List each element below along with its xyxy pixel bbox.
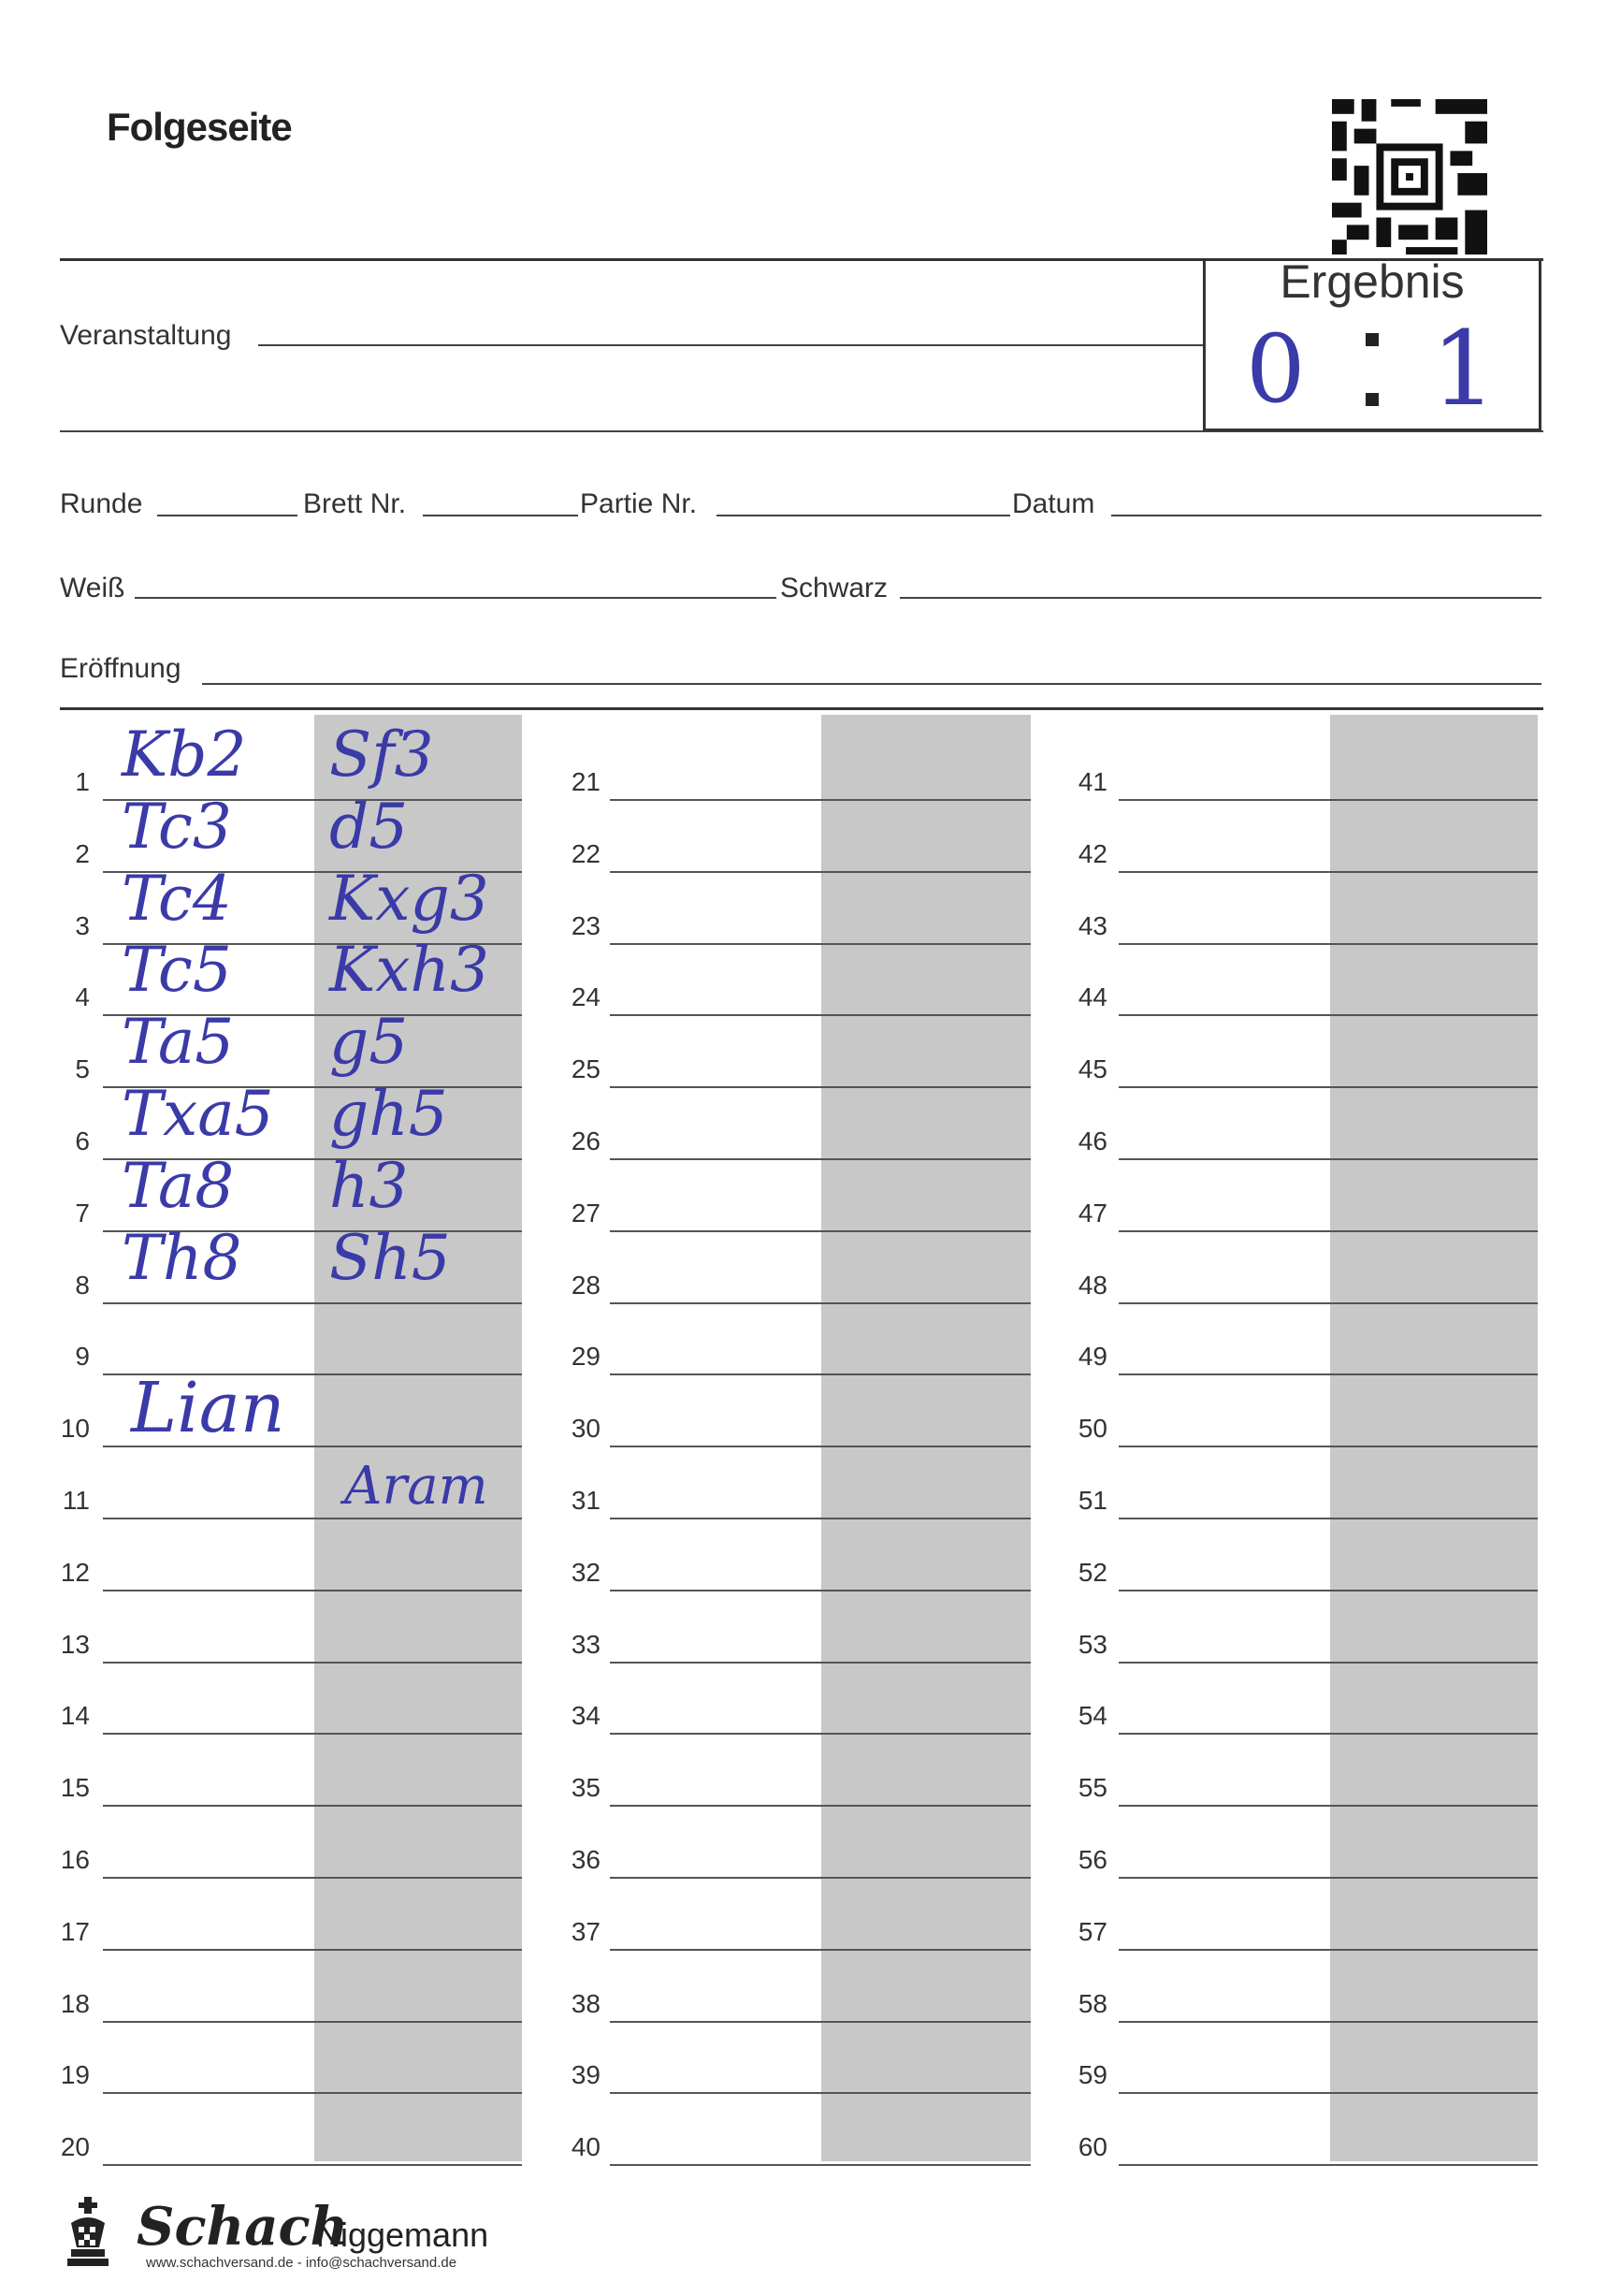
move-row-line[interactable] xyxy=(1119,2021,1538,2023)
result-dot-bottom xyxy=(1366,393,1379,406)
move-number: 12 xyxy=(60,1557,90,1587)
footer-name: Niggemann xyxy=(316,2216,489,2254)
move-number: 35 xyxy=(571,1773,600,1803)
move-row-line[interactable] xyxy=(103,1949,522,1951)
move-number: 3 xyxy=(75,910,90,940)
black-move-entry[interactable]: d5 xyxy=(329,790,409,863)
move-row-line[interactable] xyxy=(610,1014,1031,1016)
move-number: 48 xyxy=(1078,1270,1107,1300)
runde-label: Runde xyxy=(60,488,143,519)
move-number: 25 xyxy=(571,1054,600,1084)
move-number: 43 xyxy=(1078,910,1107,940)
white-move-entry[interactable]: Ta5 xyxy=(122,1006,235,1079)
move-number: 46 xyxy=(1078,1126,1107,1155)
move-number: 5 xyxy=(75,1054,90,1084)
move-row-line[interactable] xyxy=(103,2164,522,2166)
move-row-line[interactable] xyxy=(610,2164,1031,2166)
eroeffnung-label: Eröffnung xyxy=(60,653,181,684)
black-move-entry[interactable]: h3 xyxy=(329,1149,409,1222)
move-number: 8 xyxy=(75,1270,90,1300)
move-number: 53 xyxy=(1078,1629,1107,1659)
footer-contact: www.schachversand.de - info@schachversand.de xyxy=(146,2255,457,2271)
move-row-line[interactable] xyxy=(1119,1014,1538,1016)
move-number: 17 xyxy=(60,1916,90,1946)
move-row-line[interactable] xyxy=(103,2092,522,2094)
qr-code xyxy=(1332,99,1487,254)
move-row-line[interactable] xyxy=(610,1733,1031,1735)
move-row-line[interactable] xyxy=(103,1805,522,1807)
move-row-line[interactable] xyxy=(103,2021,522,2023)
move-number: 34 xyxy=(571,1701,600,1731)
weiss-line[interactable] xyxy=(135,597,776,599)
move-number: 37 xyxy=(571,1916,600,1946)
move-number: 20 xyxy=(60,2132,90,2162)
move-number: 24 xyxy=(571,982,600,1012)
move-number: 2 xyxy=(75,838,90,868)
move-row-line[interactable] xyxy=(1119,1230,1538,1232)
move-row-line[interactable] xyxy=(610,1662,1031,1664)
move-row-line[interactable] xyxy=(103,1662,522,1664)
move-number: 51 xyxy=(1078,1486,1107,1515)
move-number: 22 xyxy=(571,838,600,868)
move-row-line[interactable] xyxy=(103,1877,522,1879)
move-row-line[interactable] xyxy=(1119,1805,1538,1807)
move-row-line[interactable] xyxy=(610,1446,1031,1447)
result-white-score[interactable]: 0 xyxy=(1246,314,1306,424)
result-dot-top xyxy=(1366,333,1379,346)
move-number: 41 xyxy=(1078,767,1107,796)
chess-king-logo-icon xyxy=(62,2195,114,2270)
white-signature[interactable]: Lian xyxy=(131,1368,285,1448)
move-number: 11 xyxy=(62,1486,90,1515)
partie-line[interactable] xyxy=(716,515,1010,516)
schwarz-label: Schwarz xyxy=(780,573,889,603)
move-row-line[interactable] xyxy=(1119,943,1538,945)
move-row-line[interactable] xyxy=(103,1302,522,1304)
move-row-line[interactable] xyxy=(610,943,1031,945)
move-row-line[interactable] xyxy=(1119,2092,1538,2094)
move-number: 1 xyxy=(75,767,90,796)
move-number: 59 xyxy=(1078,2060,1107,2090)
move-number: 44 xyxy=(1078,982,1107,1012)
move-number: 10 xyxy=(60,1414,90,1444)
black-move-entry[interactable]: gh5 xyxy=(329,1078,448,1150)
move-row-line[interactable] xyxy=(610,1877,1031,1879)
grid-top-rule xyxy=(60,707,1543,710)
move-row-line[interactable] xyxy=(610,871,1031,873)
move-row-line[interactable] xyxy=(610,1518,1031,1519)
brett-line[interactable] xyxy=(423,515,578,516)
move-row-line[interactable] xyxy=(610,1158,1031,1160)
move-number: 56 xyxy=(1078,1845,1107,1874)
black-move-entry[interactable]: Kxh3 xyxy=(329,934,490,1007)
move-row-line[interactable] xyxy=(610,2021,1031,2023)
result-label: Ergebnis xyxy=(1280,255,1465,308)
move-number: 55 xyxy=(1078,1773,1107,1803)
move-number: 15 xyxy=(60,1773,90,1803)
move-row-line[interactable] xyxy=(610,1086,1031,1088)
move-row-line[interactable] xyxy=(103,1518,522,1519)
move-number: 52 xyxy=(1078,1557,1107,1587)
schwarz-line[interactable] xyxy=(900,597,1541,599)
white-move-entry[interactable]: Txa5 xyxy=(122,1078,274,1150)
move-row-line[interactable] xyxy=(1119,1158,1538,1160)
move-row-line[interactable] xyxy=(610,799,1031,801)
veranstaltung-label: Veranstaltung xyxy=(60,320,232,351)
move-row-line[interactable] xyxy=(1119,1877,1538,1879)
brett-label: Brett Nr. xyxy=(303,488,407,519)
move-number: 7 xyxy=(75,1198,90,1228)
partie-label: Partie Nr. xyxy=(580,488,698,519)
move-number: 4 xyxy=(75,982,90,1012)
white-move-entry[interactable]: Kb2 xyxy=(122,719,247,791)
move-row-line[interactable] xyxy=(1119,1302,1538,1304)
move-number: 21 xyxy=(571,767,600,796)
move-number: 16 xyxy=(60,1845,90,1874)
move-number: 31 xyxy=(571,1486,600,1515)
move-row-line[interactable] xyxy=(1119,1733,1538,1735)
move-number: 13 xyxy=(60,1629,90,1659)
veranstaltung-line[interactable] xyxy=(258,344,1203,346)
move-number: 49 xyxy=(1078,1342,1107,1372)
move-number: 29 xyxy=(571,1342,600,1372)
move-number: 36 xyxy=(571,1845,600,1874)
move-row-line[interactable] xyxy=(103,1733,522,1735)
weiss-label: Weiß xyxy=(60,573,125,603)
move-number: 50 xyxy=(1078,1414,1107,1444)
black-move-entry[interactable]: Sf3 xyxy=(329,719,434,791)
move-row-line[interactable] xyxy=(1119,1590,1538,1591)
move-number: 42 xyxy=(1078,838,1107,868)
move-number: 60 xyxy=(1078,2132,1107,2162)
move-number: 33 xyxy=(571,1629,600,1659)
black-move-entry[interactable]: Sh5 xyxy=(329,1221,451,1294)
move-row-line[interactable] xyxy=(610,1949,1031,1951)
runde-line[interactable] xyxy=(157,515,297,516)
move-number: 14 xyxy=(60,1701,90,1731)
move-row-line[interactable] xyxy=(1119,871,1538,873)
move-number: 30 xyxy=(571,1414,600,1444)
move-number: 32 xyxy=(571,1557,600,1587)
result-black-score[interactable]: 1 xyxy=(1431,309,1497,429)
move-number: 26 xyxy=(571,1126,600,1155)
move-number: 38 xyxy=(571,1988,600,2018)
move-number: 19 xyxy=(60,2060,90,2090)
move-row-line[interactable] xyxy=(1119,1518,1538,1519)
move-row-line[interactable] xyxy=(1119,1949,1538,1951)
white-move-entry[interactable]: Tc3 xyxy=(122,790,232,863)
move-row-line[interactable] xyxy=(1119,2164,1538,2166)
black-move-column-shade xyxy=(821,715,1031,2161)
move-row-line[interactable] xyxy=(610,1590,1031,1591)
black-move-column-shade xyxy=(1330,715,1538,2161)
eroeffnung-line[interactable] xyxy=(202,683,1541,685)
move-number: 47 xyxy=(1078,1198,1107,1228)
datum-label: Datum xyxy=(1012,488,1095,519)
move-row-line[interactable] xyxy=(1119,799,1538,801)
move-row-line[interactable] xyxy=(610,1230,1031,1232)
move-row-line[interactable] xyxy=(610,2092,1031,2094)
footer-brand: Schach xyxy=(137,2196,349,2258)
black-signature[interactable]: Aram xyxy=(344,1456,488,1517)
move-row-line[interactable] xyxy=(103,1590,522,1591)
page-title: Folgeseite xyxy=(107,105,292,149)
black-move-entry[interactable]: Kxg3 xyxy=(329,862,489,935)
black-move-entry[interactable]: g5 xyxy=(329,1006,409,1079)
move-number: 58 xyxy=(1078,1988,1107,2018)
white-move-entry[interactable]: Th8 xyxy=(122,1221,242,1294)
white-move-entry[interactable]: Tc4 xyxy=(122,862,232,935)
move-number: 57 xyxy=(1078,1916,1107,1946)
move-row-line[interactable] xyxy=(1119,1373,1538,1375)
move-row-line[interactable] xyxy=(1119,1086,1538,1088)
move-number: 27 xyxy=(571,1198,600,1228)
move-number: 45 xyxy=(1078,1054,1107,1084)
move-number: 23 xyxy=(571,910,600,940)
move-row-line[interactable] xyxy=(1119,1662,1538,1664)
move-row-line[interactable] xyxy=(610,1805,1031,1807)
move-number: 39 xyxy=(571,2060,600,2090)
move-row-line[interactable] xyxy=(610,1373,1031,1375)
move-number: 54 xyxy=(1078,1701,1107,1731)
white-move-entry[interactable]: Ta8 xyxy=(122,1149,235,1222)
move-number: 6 xyxy=(75,1126,90,1155)
move-row-line[interactable] xyxy=(1119,1446,1538,1447)
move-number: 9 xyxy=(75,1342,90,1372)
move-number: 18 xyxy=(60,1988,90,2018)
move-number: 40 xyxy=(571,2132,600,2162)
move-number: 28 xyxy=(571,1270,600,1300)
datum-line[interactable] xyxy=(1111,515,1541,516)
white-move-entry[interactable]: Tc5 xyxy=(122,934,232,1007)
move-row-line[interactable] xyxy=(610,1302,1031,1304)
